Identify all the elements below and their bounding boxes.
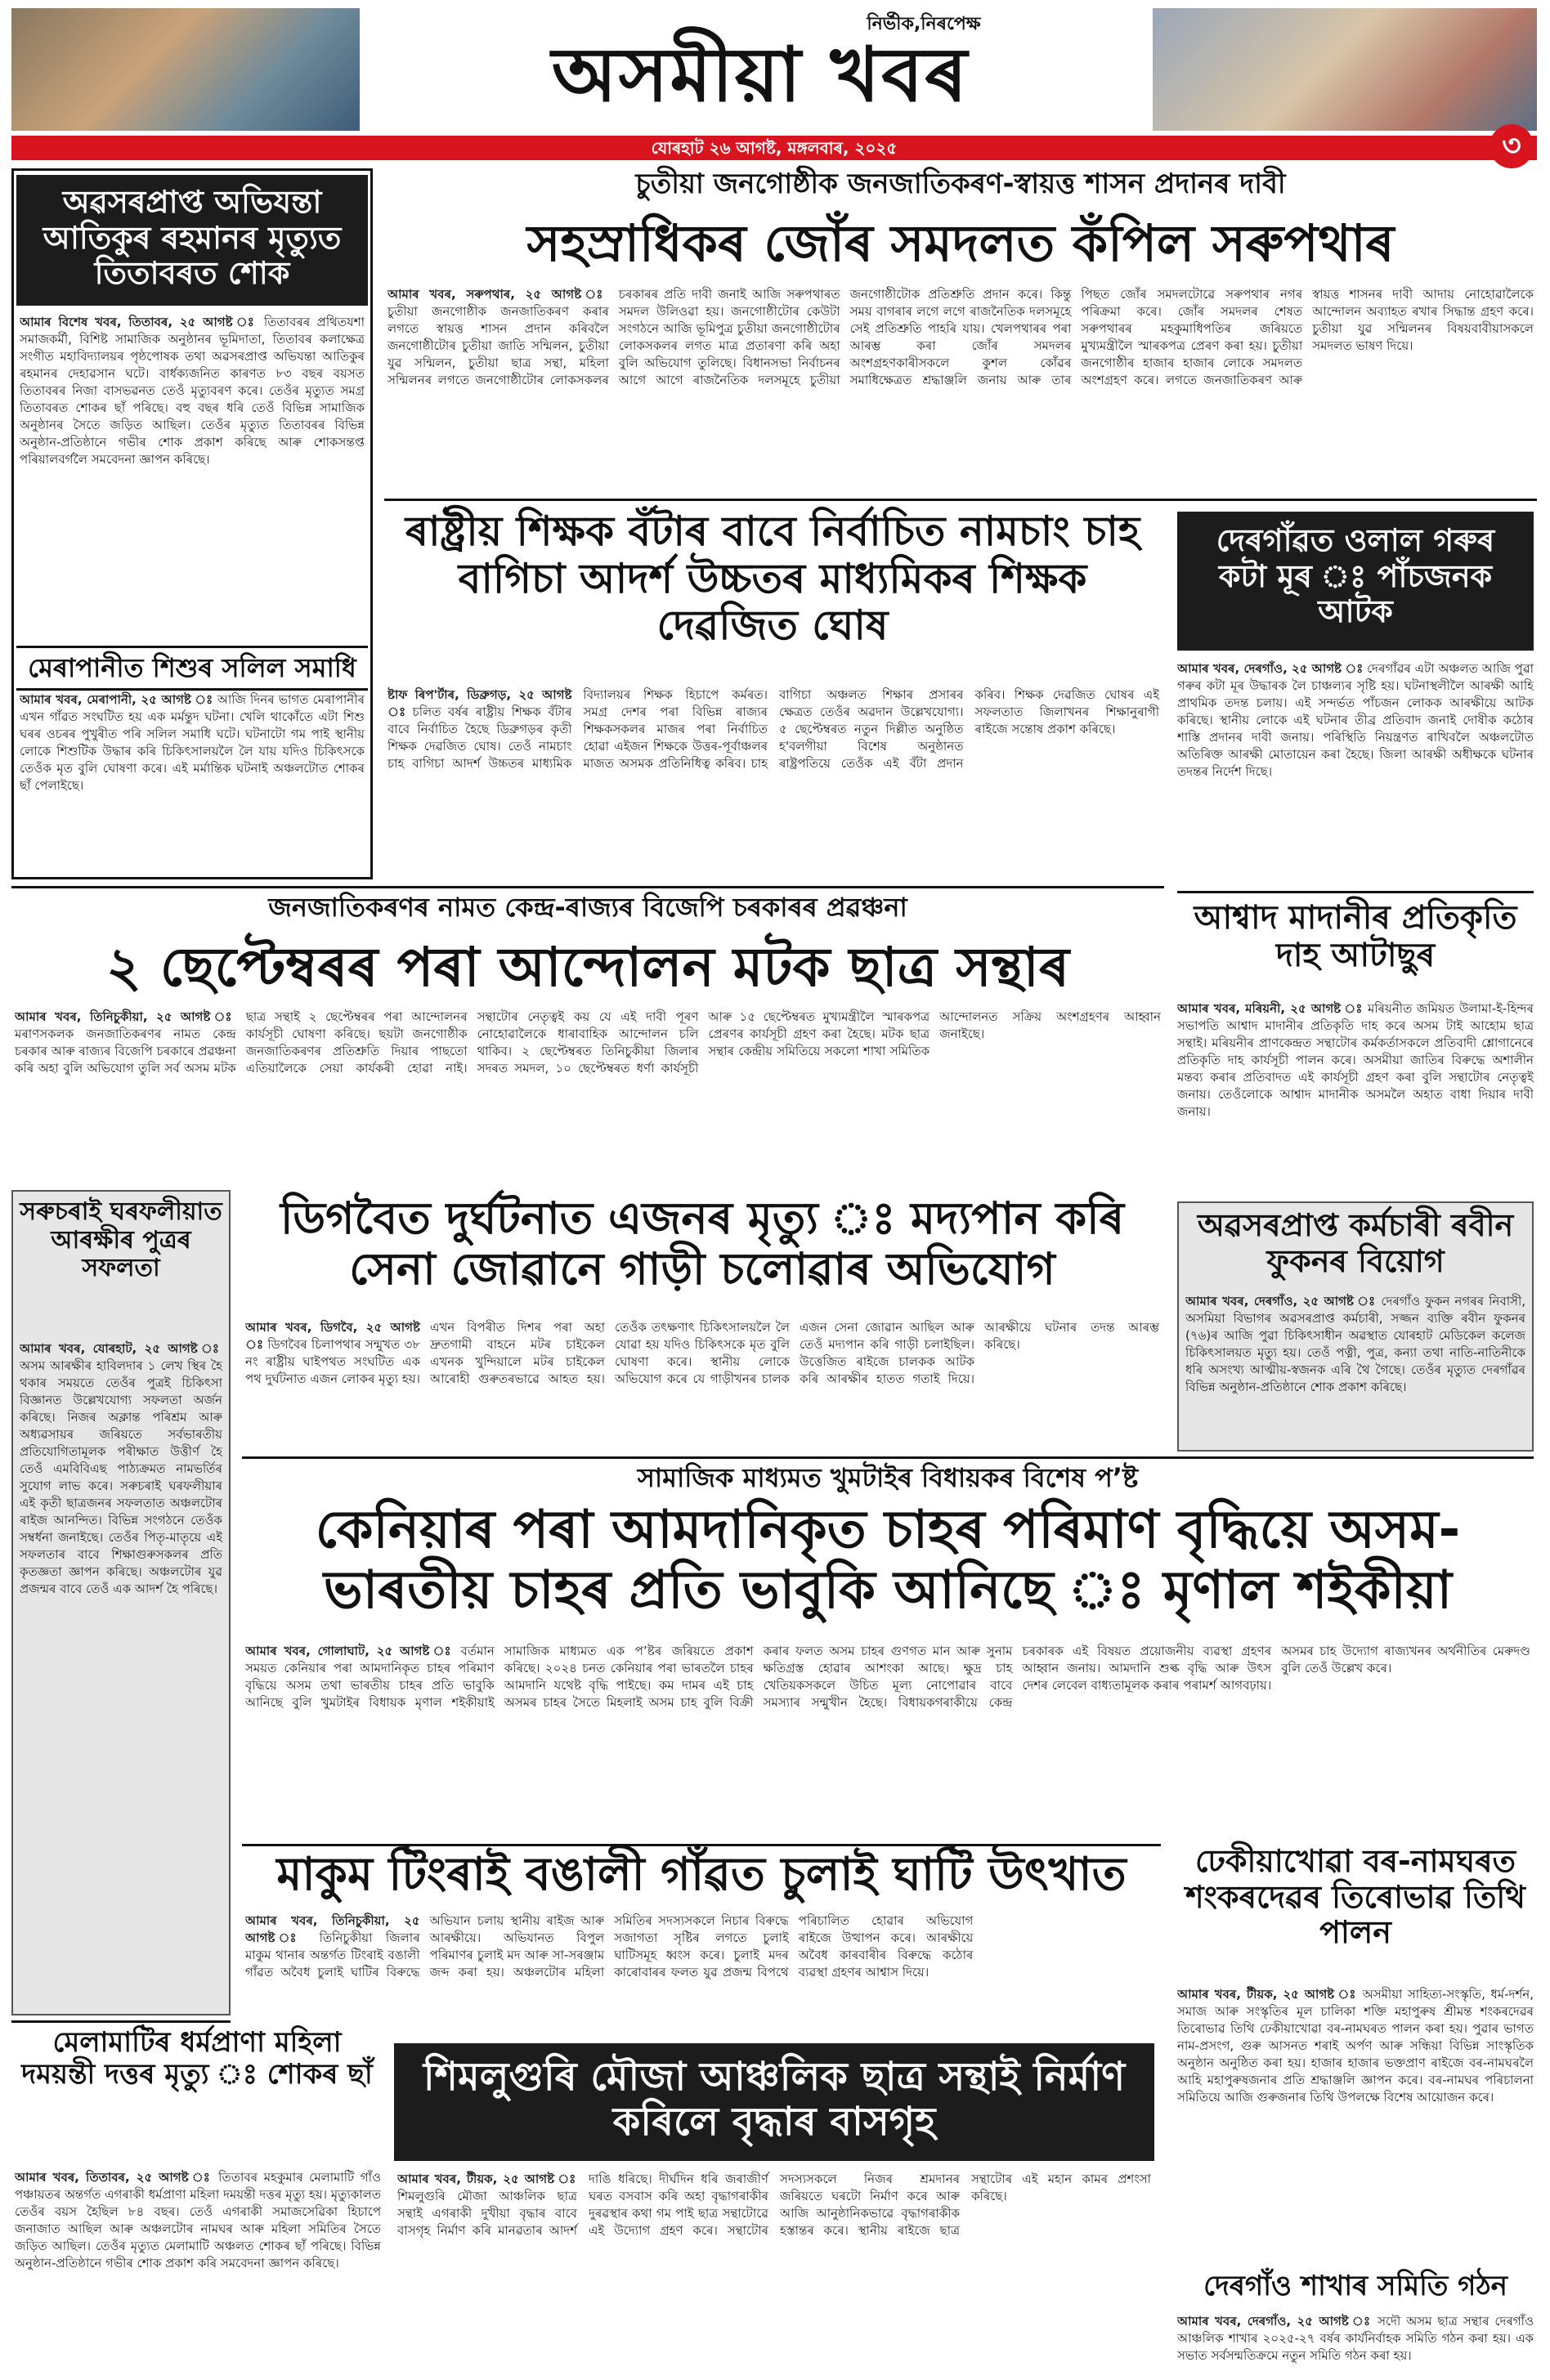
page-number: ৩ bbox=[1490, 124, 1534, 168]
divider bbox=[1177, 891, 1534, 893]
retired-employee-dateline: আমাৰ খবৰ, দেৰগাঁও, ২৫ আগষ্ট ঃ bbox=[1185, 1294, 1377, 1309]
makum-headline: মাকুম টিংৰাই বঙালী গাঁৱত চুলাই ঘাটি উৎখাত bbox=[276, 1848, 1127, 1901]
police-son-headline: সৰুচৰাই ঘৰফলীয়াত আৰক্ষীৰ পুত্ৰৰ সফলতা bbox=[20, 1197, 222, 1282]
lead-body bbox=[388, 286, 1534, 490]
digboi-dateline: আমাৰ খবৰ, ডিগবৈ, ২৫ আগষ্ট ঃ bbox=[245, 1320, 420, 1352]
left-obit-dateline: আমাৰ বিশেষ খবৰ, তিতাবৰ, ২৫ আগষ্ট ঃ bbox=[20, 315, 258, 329]
police-son-dateline: আমাৰ খবৰ, যোৰহাট, ২৫ আগষ্ট ঃ bbox=[20, 1341, 222, 1356]
melamati-dateline: আমাৰ খবৰ, তিতাবৰ, ২৫ আগষ্ট ঃ bbox=[15, 2170, 213, 2185]
digboi-headline: ডিগবৈত দুৰ্ঘটনাত এজনৰ মৃত্যু ঃ মদ্যপান কৰি সেনা জোৱানে গাড়ী চলোৱাৰ অভিযোগ bbox=[280, 1192, 1125, 1295]
digboi-body bbox=[245, 1319, 1159, 1450]
melamati-text: তিতাবৰ মহকুমাৰ মেলামাটি গাঁও পঞ্চায়তৰ অন্তৰ্গত এগৰাকী ধৰ্মপ্ৰাণা মহিলা দময়ন্তী দত্তৰ মৃত্যু হয়। মৃত্যুকালত তেওঁৰ বয়স হৈছিল ৮৪ বছৰ। তেওঁ এগৰাকী সমাজসেৱিকা হিচাপে জনাজাত আছিল আৰু অঞ্চলটোৰ নামঘৰ আৰু মহিলা সমিতিৰ সৈতে জড়িত আছিল। তেওঁৰ মৃত্যুত মেলামাটি অঞ্চলত শোকৰ ছাঁ পৰিছে। বিভিন্ন অনুষ্ঠান-প্ৰতিষ্ঠানে গভীৰ শোক প্ৰকাশ কৰি সমবেদনা জ্ঞাপন কৰিছে। bbox=[15, 2170, 381, 2270]
kicker-tea: সামাজিক মাধ্যমত খুমটাইৰ বিধায়কৰ বিশেষ পʼষ্ট bbox=[637, 1462, 1139, 1493]
dergaon-branch-text: সদৌ অসম ছাত্ৰ সন্থাৰ দেৰগাঁও আঞ্চলিক শাখাৰ ২০২৫-২৭ বৰ্ষৰ কাৰ্যনিৰ্বাহক সমিতি গঠন কৰা হয়। এক সভাত সৰ্বসন্মতিক্ৰমে নতুন সমিতি গঠন কৰা হয়। bbox=[1177, 2314, 1534, 2363]
student-movement-dateline: আমাৰ খবৰ, তিনিচুকীয়া, ২৫ আগষ্ট ঃ bbox=[15, 1009, 236, 1024]
left-obit-body bbox=[20, 314, 365, 641]
shimluguri-dateline: আমাৰ খবৰ, টীয়ক, ২৫ আগষ্ট ঃ bbox=[397, 2172, 577, 2186]
effigy-headline: আশ্বাদ মাদানীৰ প্ৰতিকৃতি দাহ আটাছুৰ bbox=[1194, 899, 1517, 974]
makum-dateline: আমাৰ খবৰ, তিনিচুকীয়া, ২৫ আগষ্ট ঃ bbox=[245, 1913, 420, 1945]
cow-theft-headline: দেৰগাঁৱত ওলাল গৰুৰ কটা মূৰ ঃ পাঁচজনক আটক bbox=[1177, 512, 1534, 651]
teacher-award-headline: ৰাষ্ট্ৰীয় শিক্ষক বঁটাৰ বাবে নিৰ্বাচিত নামচাং চাহ বাগিচা আদৰ্শ উচ্চতৰ মাধ্যমিকৰ শিক্ষক দেৱজিত ঘোষ bbox=[405, 508, 1140, 649]
effigy-text: মৰিয়নীত জমিয়ত উলামা-ই-হিন্দৰ সভাপতি আশ্বাদ মাদানীৰ প্ৰতিকৃতি দাহ কৰে অসম টাই আহোম ছাত্ৰ সন্থাই। মৰিয়নীৰ প্ৰাণকেন্দ্ৰত সন্থাটোৰ কৰ্মকৰ্তাসকলে প্ৰতিবাদী শ্লোগানেৰে প্ৰতিকৃতি দাহ কাৰ্যসূচী পালন কৰে। অসমীয়া জাতিৰ বিৰুদ্ধে অশালীন মন্তব্য কৰাৰ প্ৰতিবাদত এই কাৰ্যসূচী গ্ৰহণ কৰা বুলি সন্থাটোৰ নেতৃত্বই জনায়। তেওঁলোকে আশ্বাদ মাদানীক অসমলৈ অহাত বাধা দিয়াৰ দাবী জনায়। bbox=[1177, 1001, 1534, 1119]
dhekiakhowa-body bbox=[1177, 1986, 1534, 2264]
dergaon-branch-headline: দেৰগাঁও শাখাৰ সমিতি গঠন bbox=[1203, 2270, 1507, 2302]
divider bbox=[11, 2020, 231, 2023]
kicker-top: চুতীয়া জনগোষ্ঠীক জনজাতিকৰণ-স্বায়ত্ত শাসন প্ৰদানৰ দাবী bbox=[635, 168, 1286, 200]
dhekiakhowa-text: অসমীয়া সাহিত্য-সংস্কৃতি, ধৰ্ম-দৰ্শন, সমাজ আৰু সংস্কৃতিৰ মূল চালিকা শক্তি মহাপুৰুষ শ্ৰীমন্ত শংকৰদেৱৰ তিৰোভাৱ তিথি ঢেকীয়াখোৱা বৰ-নামঘৰত পালন কৰা হয়। পুৱাৰ ভাগত নাম-প্ৰসংগ, গুৰু আসনত শৰাই অৰ্পণ আৰু সন্ধিয়া বিভিন্ন সাংস্কৃতিক অনুষ্ঠান অনুষ্ঠিত কৰা হয়। হাজাৰ হাজাৰ ভক্তপ্ৰাণ ৰাইজে বৰ-নামঘৰলৈ আহি মহাপুৰুষজনাৰ প্ৰতি শ্ৰদ্ধাঞ্জলি জ্ঞাপন কৰে। বৰ-নামঘৰ পৰিচালনা সমিতিয়ে আজি গুৰুজনাৰ তিথি উপলক্ষে বিশেষ আয়োজন কৰে। bbox=[1177, 1987, 1534, 2105]
teacher-award-dateline: ষ্টাফ ৰিপ'ৰ্টাৰ, ডিব্ৰুগড়, ২৫ আগষ্ট ঃ bbox=[388, 687, 572, 719]
teacher-award-body bbox=[388, 687, 1159, 883]
cow-theft-text: দেৰগাঁৱৰ এটা অঞ্চলত আজি পুৱা গৰুৰ কটা মূৰ উদ্ধাৰক লৈ চাঞ্চল্যৰ সৃষ্টি হয়। ঘটনাস্থলীলৈ আৰক্ষী আহি প্ৰাথমিক তদন্ত চলায়। এই সন্দৰ্ভত পাঁচজন লোকক আৰক্ষীয়ে আটক কৰিছে। স্থানীয় লোকে এই ঘটনাৰ তীব্ৰ প্ৰতিবাদ জনাই দোষীক কঠোৰ শাস্তি প্ৰদানৰ দাবী জনায়। পৰিস্থিতি নিয়ন্ত্ৰণত ৰাখিবলৈ অঞ্চলটোত অতিৰিক্ত আৰক্ষী মোতায়েন কৰা হৈছে। জিলা আৰক্ষী অধীক্ষকে ঘটনাৰ তদন্তৰ নিৰ্দেশ দিছে। bbox=[1177, 661, 1534, 779]
divider bbox=[384, 499, 1537, 501]
dhekiakhowa-dateline: আমাৰ খবৰ, টীয়ক, ২৫ আগষ্ট ঃ bbox=[1177, 1987, 1358, 2002]
lead-text: চুতীয়া জনগোষ্ঠীক জনজাতিকৰণ কৰাৰ লগতে স্বায়ত্ত শাসন প্ৰদান কৰিবলৈ জনগোষ্ঠীটোৰ চুতীয়া জাতি সন্মিলন, চুতীয়া যুৱ সন্মিলন, চুতীয়া ছাত্ৰ সন্থা, মহিলা সন্মিলনৰ লগতে জনগোষ্ঠীটোৰ লোকসকলৰ চৰকাৰৰ প্ৰতি দাবী জনাই আজি সৰুপথাৰত সমদল উলিওৱা হয়। জনগোষ্ঠীটোৰ কেউটা সংগঠনে আজি ভূমিপুত্ৰ চুতীয়া জনগোষ্ঠীটোৰ লোকসকলৰ লগত মাত্ৰ প্ৰতাৰণা কৰি অহা বুলি অভিযোগ তুলিছে। বিধানসভা নিৰ্বাচনৰ আগে আগে ৰাজনৈতিক দলসমূহে চুতীয়া জনগোষ্ঠীটোক প্ৰতিশ্ৰুতি প্ৰদান কৰে। কিন্তু সময় বাগৰাৰ লগে লগে ৰাজনৈতিক দলসমূহে সেই প্ৰতিশ্ৰুতি পাহৰি যায়। খেলপথাৰৰ পৰা আৰম্ভ কৰা জোঁৰ সমদলৰ অংশগ্ৰহণকাৰীসকলে কুশল কোঁৱৰ সমাধিক্ষেত্ৰত শ্ৰদ্ধাঞ্জলি জনায় আৰু তাৰ পিছত জোঁৰ সমদলটোৱে সৰুপথাৰ নগৰ পৰিক্ৰমা কৰে। জোঁৰ সমদলৰ শেষত সৰুপথাৰৰ মহকুমাধিপতিৰ জৰিয়তে মুখ্যমন্ত্ৰীলৈ স্মাৰকপত্ৰ প্ৰেৰণ কৰা হয়। চুতীয়া জনগোষ্ঠীৰ হাজাৰ হাজাৰ লোকে সমদলত অংশগ্ৰহণ কৰে। লগতে জনজাতিকৰণ আৰু স্বায়ত্ত শাসনৰ দাবী আদায় নোহোৱালৈকে আন্দোলন অব্যাহত ৰখাৰ সিদ্ধান্ত গ্ৰহণ কৰে। চুতীয়া যুৱ সন্মিলনৰ বিষয়বাবীয়াসকলে সমদলত ভাষণ দিয়ে। bbox=[388, 287, 1534, 387]
makum-body bbox=[245, 1912, 1158, 2035]
drowning-dateline: আমাৰ খবৰ, মেৰাপানী, ২৫ আগষ্ট ঃ bbox=[20, 692, 213, 707]
left-obit-text: তিতাবৰৰ প্ৰথিতযশা সমাজকৰ্মী, বিশিষ্ট সামাজিক অনুষ্ঠানৰ ভূমিদাতা, তিতাবৰ কলাক্ষেত্ৰ সংগীত মহাবিদ্যালয়ৰ পৃষ্ঠপোষক তথা অৱসৰপ্ৰাপ্ত অভিযন্তা আতিকুৰ ৰহমানৰ দেহাৱসান ঘটে। বাৰ্ধক্যজনিত কাৰণত ৮৩ বছৰ বয়সত তিতাবৰৰ নিজা বাসভৱনত তেওঁ মৃত্যুবৰণ কৰে। তেওঁৰ মৃত্যুত সমগ্ৰ তিতাবৰত শোকৰ ছাঁ পৰিছে। বহু বছৰ ধৰি তেওঁ বিভিন্ন সামাজিক অনুষ্ঠানৰ সৈতে জড়িত আছিল। তেওঁৰ মৃত্যুত তিতাবৰৰ বিভিন্ন অনুষ্ঠান-প্ৰতিষ্ঠানে গভীৰ শোক প্ৰকাশ কৰিছে আৰু শোকসন্তপ্ত পৰিয়ালবৰ্গলৈ সমবেদনা জ্ঞাপন কৰিছে। bbox=[20, 315, 365, 467]
shimluguri-text: শিমলুগুৰি মৌজা আঞ্চলিক ছাত্ৰ সন্থাই এগৰাকী দুখীয়া বৃদ্ধাৰ বাবে বাসগৃহ নিৰ্মাণ কৰি মানৱতাৰ আদৰ্শ দাঙি ধৰিছে। দীৰ্ঘদিন ধৰি জৰাজীৰ্ণ ঘৰত বসবাস কৰি অহা বৃদ্ধাগৰাকীৰ দুৰৱস্থাৰ কথা গম পাই ছাত্ৰ সন্থাটোৱে এই উদ্যোগ গ্ৰহণ কৰে। সন্থাটোৰ সদস্যসকলে নিজৰ শ্ৰমদানৰ জৰিয়তে ঘৰটো নিৰ্মাণ কৰে আৰু আজি আনুষ্ঠানিকভাৱে বৃদ্ধাগৰাকীক হস্তান্তৰ কৰে। স্থানীয় ৰাইজে ছাত্ৰ সন্থাটোৰ এই মহান কামৰ প্ৰশংসা কৰিছে। bbox=[397, 2172, 1151, 2238]
retired-employee-text: দেৰগাঁও ফুকন নগৰৰ নিবাসী, অসমিয়া বিভাগৰ অৱসৰপ্ৰাপ্ত কৰ্মচাৰী, সজ্জন ব্যক্তি ৰবীন ফুকনৰ (৭৬)ৰ আজি পুৱা চিকিৎসাধীন অৱস্থাত যোৰহাট মেডিকেল কলেজ চিকিৎসালয়ত মৃত্যু হয়। তেওঁ পত্নী, পুত্ৰ, কন্যা তথা নাতি-নাতিনীকে ধৰি অসংখ্য আত্মীয়-স্বজনক এৰি থৈ গৈছে। তেওঁৰ মৃত্যুত দেৰগাঁৱৰ বিভিন্ন অনুষ্ঠান-প্ৰতিষ্ঠানে শোক প্ৰকাশ কৰিছে। bbox=[1185, 1294, 1525, 1394]
cow-theft-dateline: আমাৰ খবৰ, দেৰগাঁও, ২৫ আগষ্ট ঃ bbox=[1177, 661, 1364, 676]
retired-employee-headline: অৱসৰপ্ৰাপ্ত কৰ্মচাৰী ৰবীন ফুকনৰ বিয়োগ bbox=[1197, 1207, 1514, 1279]
drowning-body bbox=[20, 691, 365, 871]
dergaon-branch-body bbox=[1177, 2313, 1534, 2373]
student-movement-body bbox=[15, 1009, 1161, 1180]
dhekiakhowa-headline: ঢেকীয়াখোৱা বৰ-নামঘৰত শংকৰদেৱৰ তিৰোভাৱ তিথি পালন bbox=[1185, 1843, 1525, 1951]
divider bbox=[11, 886, 1164, 888]
divider bbox=[242, 1844, 1161, 1846]
melamati-headline: মেলামাটিৰ ধৰ্মপ্ৰাণা মহিলা দময়ন্তী দত্তৰ মৃত্যু ঃ শোকৰ ছাঁ bbox=[21, 2026, 373, 2091]
effigy-dateline: আমাৰ খবৰ, মৰিয়নী, ২৫ আগষ্ট ঃ bbox=[1177, 1001, 1364, 1016]
drowning-headline: মেৰাপানীত শিশুৰ সলিল সমাধি bbox=[16, 646, 368, 691]
drowning-text: আজি দিনৰ ভাগত মেৰাপানীৰ এখন গাঁৱত সংঘটিত হয় এক মৰ্মন্তুদ ঘটনা। খেলি থাকোঁতে এটা শিশু ঘৰৰ ওচৰৰ পুখুৰীত পৰি সলিল সমাধি ঘটে। ঘটনাটো গম পাই স্থানীয় লোকে শিশুটিক উদ্ধাৰ কৰি চিকিৎসালয়লৈ লৈ যায় যদিও চিকিৎসকে তেওঁক মৃত বুলি ঘোষণা কৰে। এই মৰ্মান্তিক ঘটনাই অঞ্চলটোত শোকৰ ছাঁ পেলাইছে। bbox=[20, 692, 365, 793]
effigy-body bbox=[1177, 1000, 1534, 1197]
student-movement-text: মৰাণসকলক জনজাতিকৰণৰ নামত কেন্দ্ৰ চৰকাৰ আৰু ৰাজ্যৰ বিজেপি চৰকাৰে প্ৰৱঞ্চনা কৰি অহা বুলি অভিযোগ তুলি সৰ্ব অসম মটক ছাত্ৰ সন্থাই ২ ছেপ্টেম্বৰৰ পৰা আন্দোলনৰ কাৰ্যসূচী ঘোষণা কৰিছে। ছয়টা জনগোষ্ঠীক জনজাতিকৰণৰ প্ৰতিশ্ৰুতি দিয়াৰ পাছতো এতিয়ালৈকে সেয়া কাৰ্যকৰী হোৱা নাই। সন্থাটোৰ নেতৃত্বই কয় যে এই দাবী পূৰণ নোহোৱালৈকে ধাৰাবাহিক আন্দোলন চলি থাকিব। ২ ছেপ্টেম্বৰত তিনিচুকীয়া জিলাৰ সদৰত সমদল, ১০ ছেপ্টেম্বৰত ধৰ্ণা কাৰ্যসূচী আৰু ১৫ ছেপ্টেম্বৰত মুখ্যমন্ত্ৰীলৈ স্মাৰকপত্ৰ প্ৰেৰণৰ কাৰ্যসূচী গ্ৰহণ কৰা হৈছে। মটক ছাত্ৰ সন্থাৰ কেন্দ্ৰীয় সমিতিয়ে সকলো শাখা সমিতিক আন্দোলনত সক্ৰিয় অংশগ্ৰহণৰ আহ্বান জনাইছে। bbox=[15, 1009, 1161, 1076]
lead-dateline: আমাৰ খবৰ, সৰুপথাৰ, ২৫ আগষ্ট ঃ bbox=[388, 287, 609, 302]
masthead-title: অসমীয়া খবৰ bbox=[551, 31, 970, 119]
police-son-text: অসম আৰক্ষীৰ হাবিলদাৰ ১ লেখ স্থিৰ হৈ থকাৰ সময়তে তেওঁৰ পুত্ৰই চিকিৎসা বিজ্ঞানত উল্লেখযোগ্য সফলতা অৰ্জন কৰিছে। নিজৰ অক্লান্ত পৰিশ্ৰম আৰু অধ্যৱসায়ৰ জৰিয়তে সৰ্বভাৰতীয় প্ৰতিযোগিতামূলক পৰীক্ষাত উত্তীৰ্ণ হৈ তেওঁ এমবিবিএছ পাঠ্যক্ৰমত নামভৰ্তিৰ সুযোগ লাভ কৰে। সৰুচৰাই ঘৰফলীয়াৰ এই কৃতী ছাত্ৰজনৰ সফলতাত অঞ্চলটোৰ ৰাইজ আনন্দিত। বিভিন্ন সংগঠনে তেওঁক সম্বৰ্ধনা জনাইছে। তেওঁৰ পিতৃ-মাতৃয়ে এই সফলতাৰ বাবে শিক্ষাগুৰুসকলৰ প্ৰতি কৃতজ্ঞতা জ্ঞাপন কৰিছে। অঞ্চলটোৰ যুৱ প্ৰজন্মৰ বাবে তেওঁ এক আদৰ্শ হৈ পৰিছে। bbox=[20, 1358, 222, 1596]
shimluguri-body bbox=[397, 2171, 1151, 2372]
tea-body bbox=[245, 1643, 1530, 1839]
tea-headline: কেনিয়াৰ পৰা আমদানিকৃত চাহৰ পৰিমাণ বৃদ্ধিয়ে অসম-ভাৰতীয় চাহৰ প্ৰতি ভাবুকি আনিছে ঃ মৃণাল শইকীয়া bbox=[315, 1500, 1461, 1621]
melamati-body bbox=[15, 2169, 381, 2373]
digboi-text: ডিগবৈৰ চিলাপথাৰ সন্মুখত ৩৮ নং ৰাষ্ট্ৰীয় ঘাইপথত সংঘটিত এক পথ দুৰ্ঘটনাত এজন লোকৰ মৃত্যু হয়। এখন বিপৰীত দিশৰ পৰা অহা দ্ৰুতগামী বাহনে মটৰ চাইকেল এখনক খুন্দিয়ালে মটৰ চাইকেল আৰোহী গুৰুতৰভাৱে আহত হয়। তেওঁক তৎক্ষণাৎ চিকিৎসালয়লৈ লৈ যোৱা হয় যদিও চিকিৎসকে মৃত বুলি ঘোষণা কৰে। স্থানীয় লোকে অভিযোগ কৰে যে গাড়ীখনৰ চালক এজন সেনা জোৱান আছিল আৰু তেওঁ মদ্যপান কৰি গাড়ী চলাইছিল। উত্তেজিত ৰাইজে চালকক আটক কৰি আৰক্ষীৰ হাতত গতাই দিয়ে। আৰক্ষীয়ে ঘটনাৰ তদন্ত আৰম্ভ কৰিছে। bbox=[245, 1320, 1159, 1386]
tea-text: বৰ্তমান সময়ত কেনিয়াৰ পৰা আমদানিকৃত চাহৰ পৰিমাণ বৃদ্ধিয়ে অসম তথা ভাৰতীয় চাহৰ প্ৰতি ভাবুকি আনিছে বুলি খুমটাইৰ বিধায়ক মৃণাল শইকীয়াই সামাজিক মাধ্যমত এক পʼষ্টৰ জৰিয়তে প্ৰকাশ কৰিছে। ২০২৪ চনত কেনিয়াৰ পৰা ভাৰতলৈ চাহৰ আমদানি যথেষ্ট বৃদ্ধি পাইছে। কম দামৰ এই চাহ অসমৰ চাহৰ সৈতে মিহলাই অসম চাহ বুলি বিক্ৰী কৰাৰ ফলত অসম চাহৰ গুণগত মান আৰু সুনাম ক্ষতিগ্ৰস্ত হোৱাৰ আশংকা আছে। ক্ষুদ্ৰ চাহ খেতিয়কসকলে উচিত মূল্য নোপোৱাৰ বাবে সমস্যাৰ সন্মুখীন হৈছে। বিধায়কগৰাকীয়ে কেন্দ্ৰ চৰকাৰক এই বিষয়ত প্ৰয়োজনীয় ব্যৱস্থা গ্ৰহণৰ আহ্বান জনায়। আমদানি শুল্ক বৃদ্ধি আৰু উৎস দেশৰ লেবেল বাধ্যতামূলক কৰাৰ পৰামৰ্শ আগবঢ়ায়। অসমৰ চাহ উদ্যোগ ৰাজ্যখনৰ অৰ্থনীতিৰ মেৰুদণ্ড বুলি তেওঁ উল্লেখ কৰে। bbox=[245, 1644, 1530, 1710]
retired-employee-body bbox=[1185, 1293, 1525, 1445]
masthead-tagline: নিৰ্ভীক,নিৰপেক্ষ bbox=[867, 14, 981, 34]
cow-theft-body bbox=[1177, 660, 1534, 881]
masthead-photo-right bbox=[1153, 8, 1537, 131]
makum-text: তিনিচুকীয়া জিলাৰ মাকুম থানাৰ অন্তৰ্গত টিংৰাই বঙালী গাঁৱত অবৈধ চুলাই ঘাটিৰ বিৰুদ্ধে অভিযান চলায় স্থানীয় ৰাইজ আৰু আৰক্ষীয়ে। অভিযানত বিপুল পৰিমাণৰ চুলাই মদ আৰু সা-সৰঞ্জাম জব্দ কৰা হয়। অঞ্চলটোৰ মহিলা সমিতিৰ সদস্যসকলে নিচাৰ বিৰুদ্ধে সজাগতা সৃষ্টিৰ লগতে চুলাই ঘাটিসমূহ ধ্বংস কৰে। চুলাই মদৰ কাৰোবাৰৰ ফলত যুৱ প্ৰজন্ম বিপথে পৰিচালিত হোৱাৰ অভিযোগ ৰাইজে উত্থাপন কৰে। আৰক্ষীয়ে অবৈধ কাৰবাৰীৰ বিৰুদ্ধে কঠোৰ ব্যৱস্থা গ্ৰহণৰ আশ্বাস দিয়ে। bbox=[245, 1913, 974, 1980]
lead-headline: সহস্ৰাধিকৰ জোঁৰ সমদলত কঁপিল সৰুপথাৰ bbox=[526, 213, 1395, 273]
divider bbox=[242, 1456, 1534, 1459]
date-bar: যোৰহাট ২৬ আগষ্ট, মঙ্গলবাৰ, ২০২৫ bbox=[11, 136, 1537, 160]
police-son-body bbox=[20, 1340, 222, 2007]
dergaon-branch-dateline: আমাৰ খবৰ, দেৰগাঁও, ২৫ আগষ্ট ঃ bbox=[1177, 2314, 1373, 2329]
shimluguri-headline: শিমলুগুৰি মৌজা আঞ্চলিক ছাত্ৰ সন্থাই নিৰ্মাণ কৰিলে বৃদ্ধাৰ বাসগৃহ bbox=[394, 2043, 1154, 2161]
left-obit-headline: অৱসৰপ্ৰাপ্ত অভিযন্তা আতিকুৰ ৰহমানৰ মৃত্যুত তিতাবৰত শোক bbox=[16, 175, 368, 306]
tea-dateline: আমাৰ খবৰ, গোলাঘাট, ২৫ আগষ্ট ঃ bbox=[245, 1644, 455, 1658]
kicker-mid: জনজাতিকৰণৰ নামত কেন্দ্ৰ-ৰাজ্যৰ বিজেপি চৰকাৰৰ প্ৰৱঞ্চনা bbox=[268, 892, 907, 923]
masthead-photo-left bbox=[11, 8, 360, 131]
teacher-award-text: চলিত বৰ্ষৰ ৰাষ্ট্ৰীয় শিক্ষক বঁটাৰ বাবে নিৰ্বাচিত হৈছে ডিব্ৰুগড়ৰ কৃতী শিক্ষক দেৱজিত ঘোষ। তেওঁ নামচাং চাহ বাগিচা আদৰ্শ উচ্চতৰ মাধ্যমিক বিদ্যালয়ৰ শিক্ষক হিচাপে কৰ্মৰত। সমগ্ৰ দেশৰ পৰা বিভিন্ন ৰাজ্যৰ শিক্ষকসকলৰ মাজৰ পৰা নিৰ্বাচিত হোৱা এইজন শিক্ষকে উত্তৰ-পূৰ্বাঞ্চলৰ মাজত অসমক প্ৰতিনিধিত্ব কৰিব। চাহ বাগিচা অঞ্চলত শিক্ষাৰ প্ৰসাৰৰ ক্ষেত্ৰত তেওঁৰ অৱদান উল্লেখযোগ্য। ৫ ছেপ্টেম্বৰত নতুন দিল্লীত অনুষ্ঠিত হ'বলগীয়া বিশেষ অনুষ্ঠানত ৰাষ্ট্ৰপতিয়ে তেওঁক এই বঁটা প্ৰদান কৰিব। শিক্ষক দেৱজিত ঘোষৰ এই সফলতাত জিলাখনৰ শিক্ষানুৰাগী ৰাইজে সন্তোষ প্ৰকাশ কৰিছে। bbox=[388, 687, 1159, 771]
student-movement-headline: ২ ছেপ্টেম্বৰৰ পৰা আন্দোলন মটক ছাত্ৰ সন্থাৰ bbox=[106, 936, 1069, 999]
